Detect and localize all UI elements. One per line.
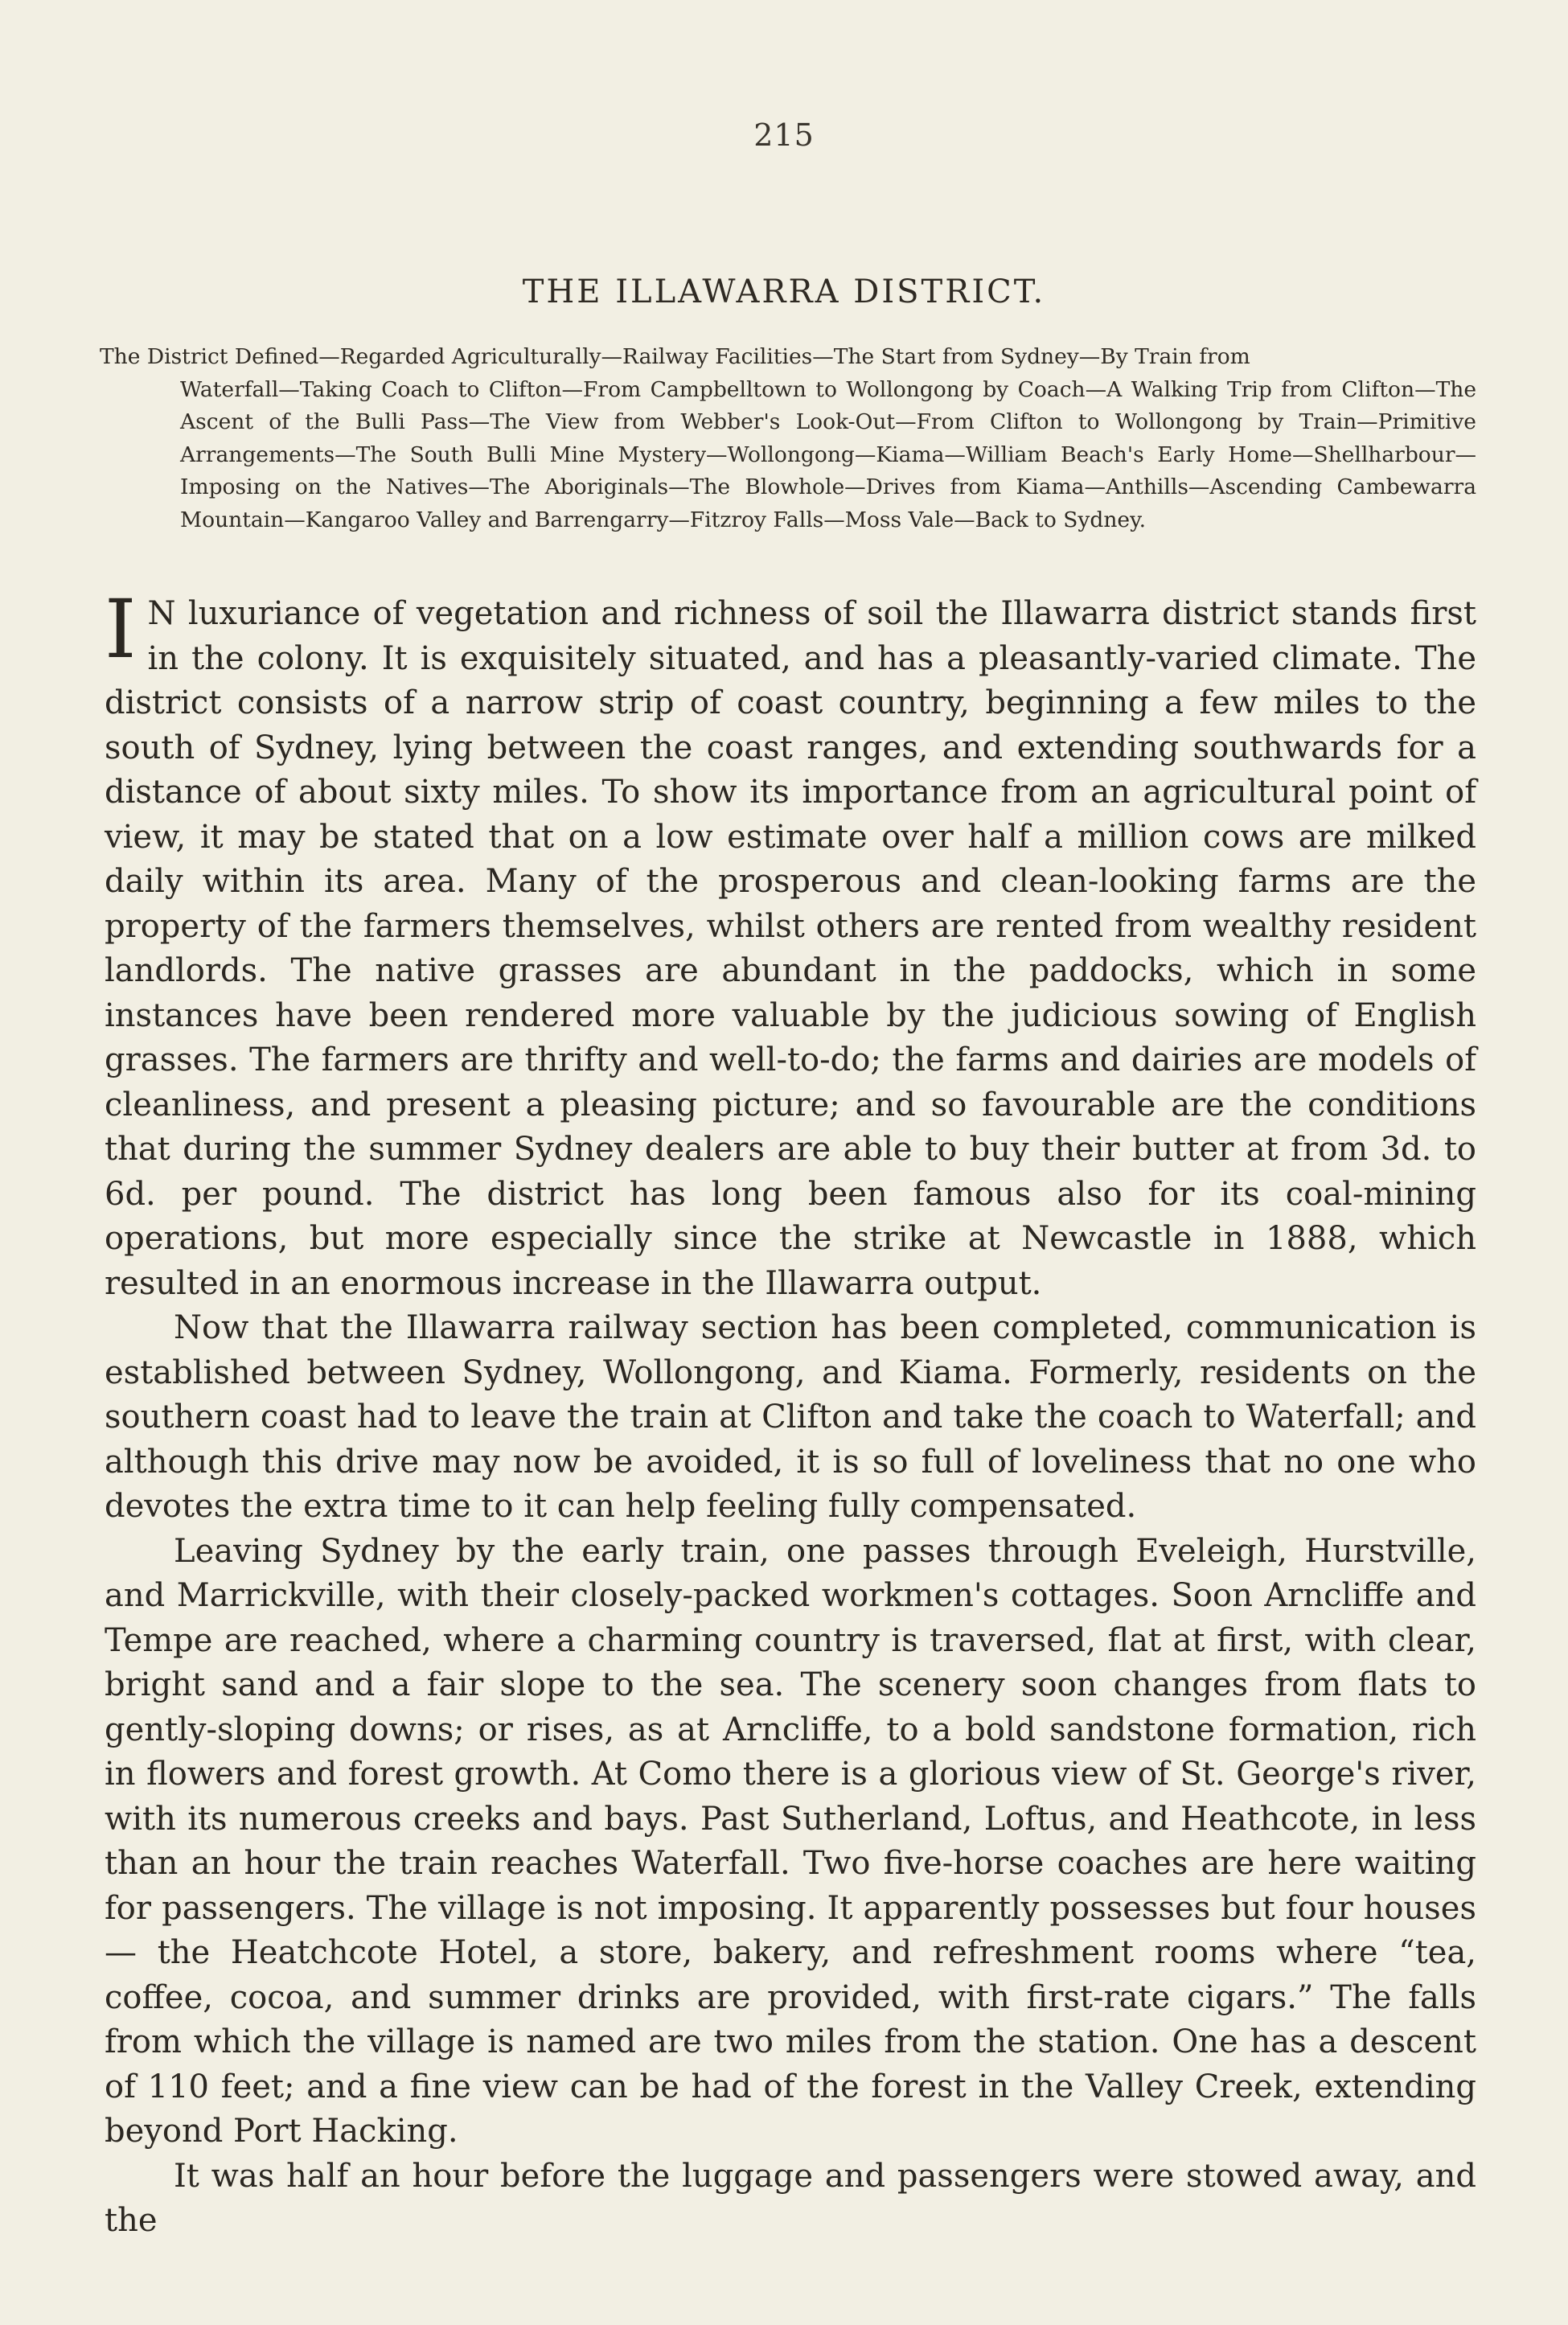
page-number: 215 [753, 117, 815, 153]
drop-cap: I [105, 582, 137, 676]
paragraph-1-text: N luxuriance of vegetation and richness of soil the Illawarra district stands first in the colony. It is exquisitely situated, and has a pleasantly-varied climate. The district consists of a narrow strip of coast country, beginning a few miles to the south of Sydney, lying between the coast ranges, and extending southwards for a distance of about sixty miles. To show its importance from an agricultural point of view, it may be stated that on a low estimate over half a million cows are milked daily within its area. Many of the prosperous and clean-looking farms are the property of the farmers themselves, whilst others are rented from wealthy resident landlords. The native grasses are abundant in the paddocks, which in some instances have been rendered more valuable by the judicious sowing of English grasses. The farmers are thrifty and well-to-do; the farms and dairies are models of cleanliness, and present a pleasing picture; and so favourable are the conditions that during the summer Sydney dealers are able to buy their butter at from 3d. to 6d. per pound. The district has long been famous also for its coal-mining operations, but more especially since the strike at Newcastle in 1888, which resulted in an enormous increase in the Illawarra output. [105, 595, 1476, 1302]
paragraph-1 [105, 582, 1476, 1306]
paragraph-2: Now that the Illawarra railway section has been completed, communication is established between Sydney, Wollongong, and Kiama. Formerly, residents on the southern coast had to leave the train at Clifton and take the coach to Waterfall; and although this drive may now be avoided, it is so full of loveliness that no one who devotes the extra time to it can help feeling fully compensated. [105, 1309, 1476, 1525]
chapter-title: THE ILLAWARRA DISTRICT. [522, 273, 1046, 310]
chapter-synopsis [100, 341, 1476, 536]
paragraph-4: It was half an hour before the luggage and passengers were stowed away, and the [105, 2157, 1476, 2239]
synopsis-first-line: The District Defined—Regarded Agriculturally—Railway Facilities—The Start from Sydney—By Train from [100, 344, 1250, 369]
synopsis-continuation: Waterfall—Taking Coach to Clifton—From Campbelltown to Wollongong by Coach—A Walking Trip from Clifton—The Ascent of the Bulli Pass—The View from Webber's Look-Out—From Clifton to Wollongong by Train—Primitive Arrangements—The South Bulli Mine Mystery—Wollongong—Kiama—William Beach's Early Home—Shellharbour—Imposing on the Natives—The Aboriginals—The Blowhole—Drives from Kiama—Anthills—Ascending Cambewarra Mountain—Kangaroo Valley and Barrengarry—Fitzroy Falls—Moss Vale—Back to Sydney. [180, 376, 1476, 532]
paragraph-3: Leaving Sydney by the early train, one passes through Eveleigh, Hurstville, and Marrickville, with their closely-packed workmen's cottages. Soon Arncliffe and Tempe are reached, where a charming country is traversed, flat at first, with clear, bright sand and a fair slope to the sea. The scenery soon changes from flats to gently-sloping downs; or rises, as at Arncliffe, to a bold sandstone formation, rich in flowers and forest growth. At Como there is a glorious view of St. George's river, with its numerous creeks and bays. Past Sutherland, Loftus, and Heathcote, in less than an hour the train reaches Waterfall. Two five-horse coaches are here waiting for passengers. The village is not imposing. It apparently possesses but four houses — the Heatchcote Hotel, a store, bakery, and refreshment rooms where “tea, coffee, cocoa, and summer drinks are provided, with first-rate cigars.” The falls from which the village is named are two miles from the station. One has a descent of 110 feet; and a fine view can be had of the forest in the Valley Creek, extending beyond Port Hacking. [105, 1532, 1476, 2150]
body-text [105, 582, 1476, 2244]
